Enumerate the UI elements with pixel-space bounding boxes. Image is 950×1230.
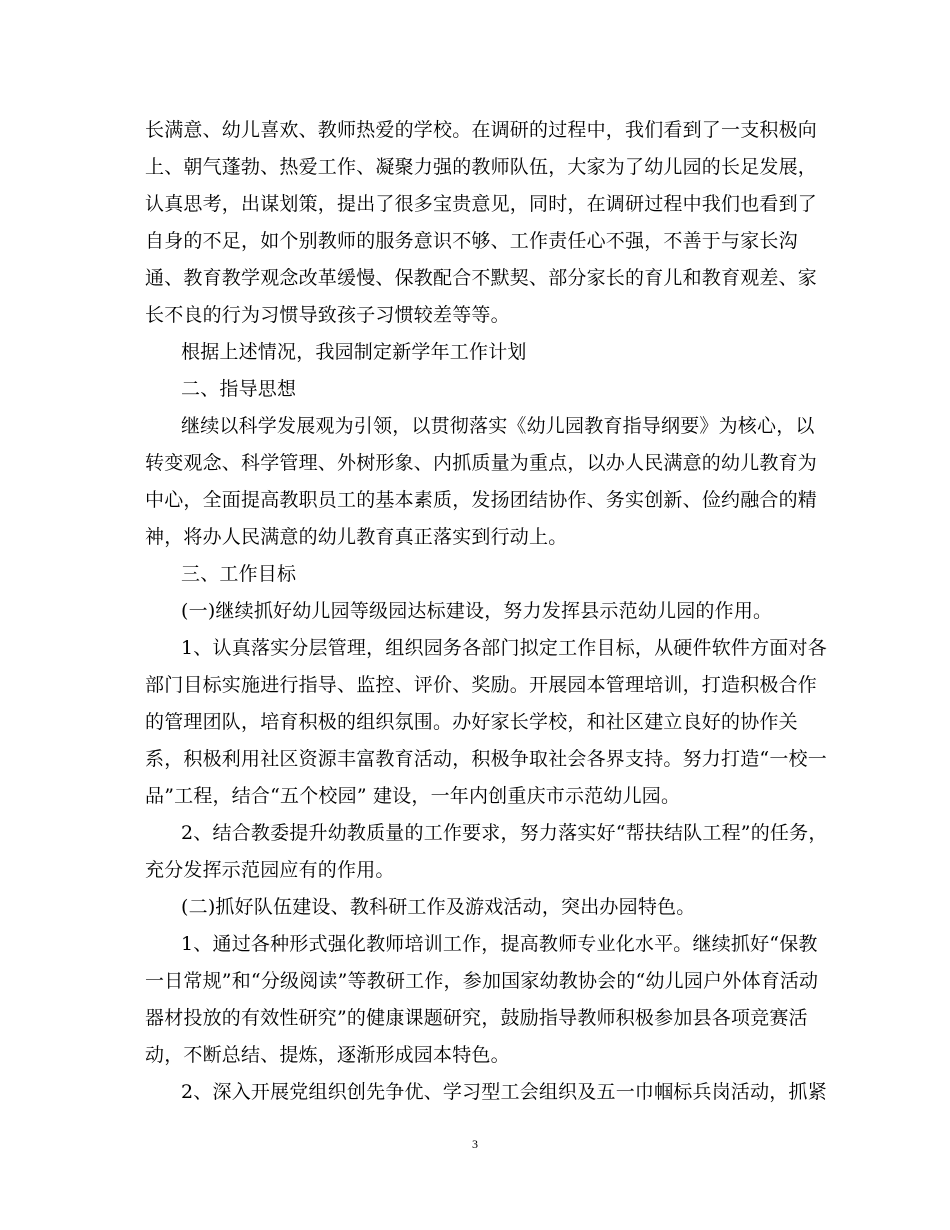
body-text-line: 充分发挥示范园应有的作用。 — [145, 859, 395, 881]
body-text-line: 中心，全面提高教职员工的基本素质，发扬团结协作、务实创新、俭约融合的精 — [145, 489, 818, 511]
page-number: 3 — [472, 1137, 478, 1151]
body-text-line: 上、朝气蓬勃、热爱工作、凝聚力强的教师队伍，大家为了幼儿园的长足发展， — [145, 156, 818, 178]
body-text-line: 转变观念、科学管理、外树形象、内抓质量为重点，以办人民满意的幼儿教育为 — [145, 452, 818, 474]
body-text-line: 自身的不足，如个别教师的服务意识不够、工作责任心不强，不善于与家长沟 — [145, 230, 798, 252]
body-text-line: 1、通过各种形式强化教师培训工作，提高教师专业化水平。继续抓好“保教 — [181, 933, 818, 955]
body-text-line: 品”工程，结合“五个校园” 建设，一年内创重庆市示范幼儿园。 — [145, 785, 681, 807]
body-text-line: 根据上述情况，我园制定新学年工作计划 — [181, 341, 527, 363]
body-text-line: 认真思考，出谋划策，提出了很多宝贵意见，同时，在调研过程中我们也看到了 — [145, 193, 818, 215]
body-text-line: 部门目标实施进行指导、监控、评价、奖励。开展园本管理培训，打造积极合作 — [145, 674, 818, 696]
body-text-line: 2、结合教委提升幼教质量的工作要求，努力落实好“帮扶结队工程”的任务， — [181, 822, 828, 844]
subsection-heading: (一)继续抓好幼儿园等级园达标建设，努力发挥县示范幼儿园的作用。 — [181, 600, 773, 622]
section-heading: 二、指导思想 — [181, 378, 297, 400]
subsection-heading: (二)抓好队伍建设、教科研工作及游戏活动，突出办园特色。 — [181, 896, 696, 918]
body-text-line: 的管理团队，培育积极的组织氛围。办好家长学校，和社区建立良好的协作关 — [145, 711, 798, 733]
body-text-line: 通、教育教学观念改革缓慢、保教配合不默契、部分家长的育儿和教育观差、家 — [145, 267, 818, 289]
body-text-line: 2、深入开展党组织创先争优、学习型工会组织及五一巾帼标兵岗活动，抓紧 — [181, 1081, 827, 1103]
body-text-line: 长不良的行为习惯导致孩子习惯较差等等。 — [145, 304, 510, 326]
body-text-line: 器材投放的有效性研究”的健康课题研究，鼓励指导教师积极参加县各项竞赛活 — [145, 1007, 808, 1029]
body-text-line: 1、认真落实分层管理，组织园务各部门拟定工作目标，从硬件软件方面对各 — [181, 637, 827, 659]
body-text-line: 系，积极利用社区资源丰富教育活动，积极争取社会各界支持。努力打造“一校一 — [145, 748, 827, 770]
body-text-line: 动，不断总结、提炼，逐渐形成园本特色。 — [145, 1044, 510, 1066]
body-text-line: 神，将办人民满意的幼儿教育真正落实到行动上。 — [145, 526, 568, 548]
section-heading: 三、工作目标 — [181, 563, 297, 585]
body-text-line: 长满意、幼儿喜欢、教师热爱的学校。在调研的过程中，我们看到了一支积极向 — [145, 119, 818, 141]
body-text-line: 一日常规”和“分级阅读”等教研工作，参加国家幼教协会的“幼儿园户外体育活动 — [145, 970, 819, 992]
body-text-line: 继续以科学发展观为引领，以贯彻落实《幼儿园教育指导纲要》为核心，以 — [181, 415, 815, 437]
